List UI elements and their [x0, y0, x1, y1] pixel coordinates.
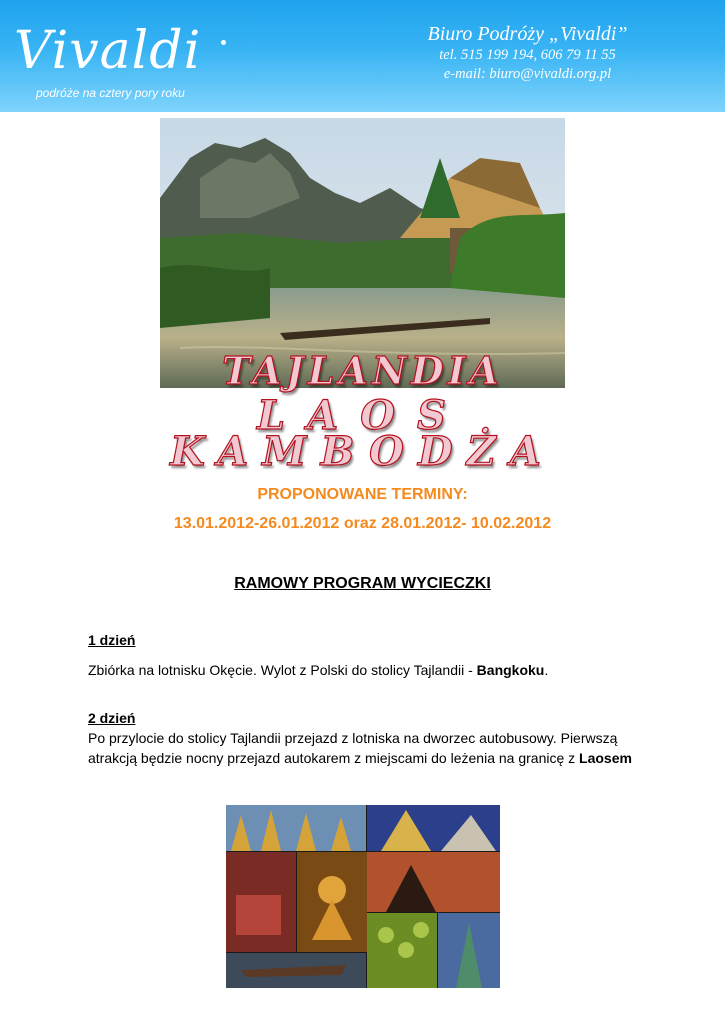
- day-2-text: Po przylocie do stolicy Tajlandii przejazd z lotniska na dworzec autobusowy. Pierwszą atrakcją będzie nocny przejazd autokarem z miejscami do leżenia na granicę z: [88, 730, 618, 766]
- title-tajlandia: TAJLANDIA: [222, 348, 503, 393]
- day-2-bold-place: Laosem: [579, 750, 632, 766]
- email-address[interactable]: e-mail: biuro@vivaldi.org.pl: [443, 66, 612, 82]
- phone-numbers: tel. 515 199 194, 606 79 11 55: [439, 47, 616, 63]
- program-heading: RAMOWY PROGRAM WYCIECZKI: [234, 575, 491, 592]
- logo-tagline: podróże na cztery pory roku: [36, 86, 185, 100]
- day-2-description: [88, 728, 668, 768]
- terms-heading: PROPONOWANE TERMINY:: [257, 486, 468, 503]
- day-1-text: Zbiórka na lotnisku Okęcie. Wylot z Polski do stolicy Tajlandii -: [88, 662, 477, 678]
- day-1-after: .: [544, 662, 549, 678]
- terms-dates: 13.01.2012-26.01.2012 oraz 28.01.2012- 10.02.2012: [173, 515, 552, 532]
- contact-block: [330, 22, 725, 84]
- company-name: Biuro Podróży „Vivaldi”: [427, 23, 628, 45]
- day-1-label: 1 dzień: [88, 632, 136, 648]
- vivaldi-logo: [14, 22, 214, 104]
- logo-dot: [221, 40, 226, 45]
- title-kambodza: KAMBODŻA: [170, 428, 555, 475]
- day-1-bold-place: Bangkoku: [476, 662, 545, 678]
- day-2-label: 2 dzień: [88, 710, 136, 726]
- thailand-photo-collage: [226, 805, 500, 988]
- logo-wordmark: Vivaldi: [14, 21, 202, 81]
- title-laos: LAOS: [257, 392, 468, 439]
- header-banner: [0, 0, 725, 112]
- day-1-description: [88, 660, 668, 680]
